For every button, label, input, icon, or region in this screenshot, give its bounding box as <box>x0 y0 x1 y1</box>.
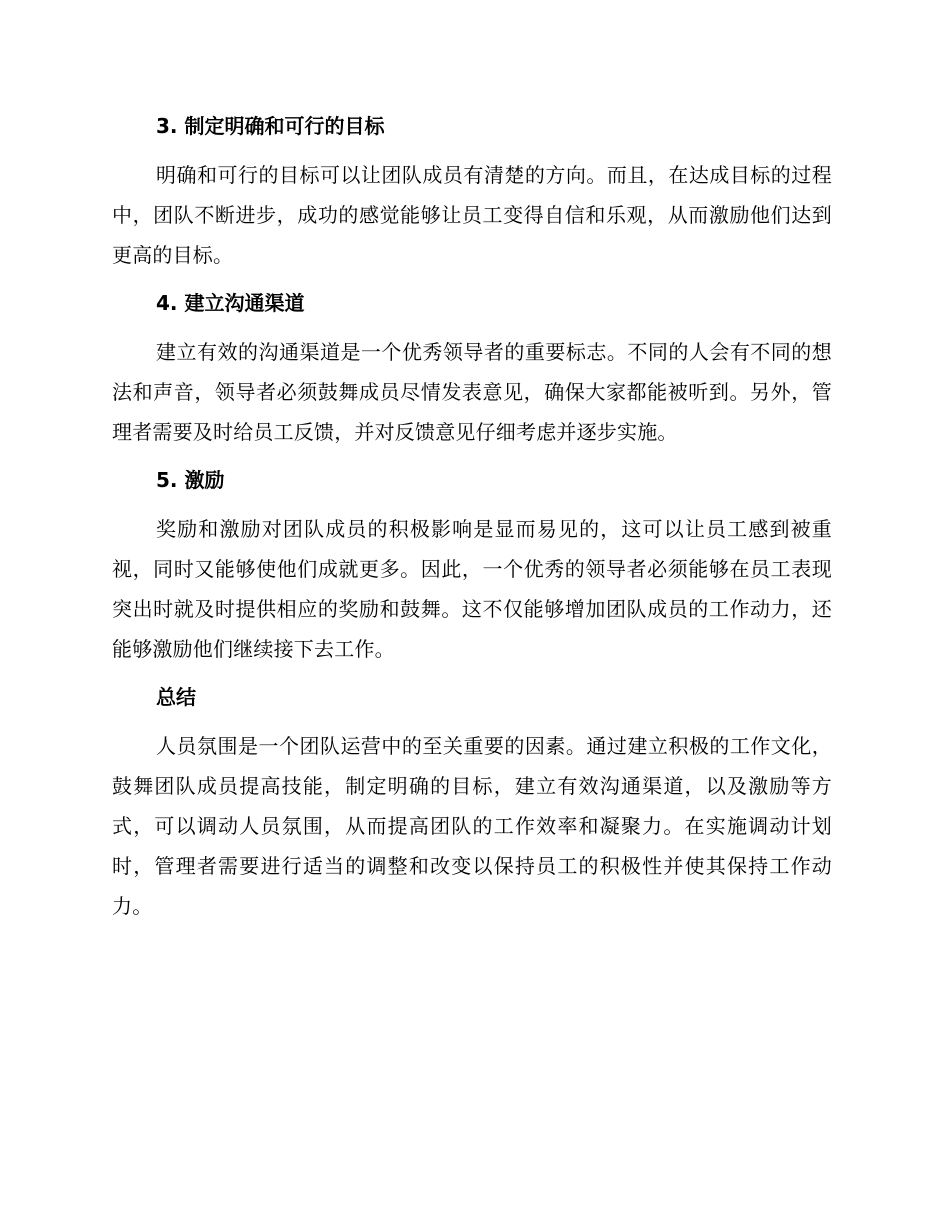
section-body-summary: 人员氛围是一个团队运营中的至关重要的因素。通过建立积极的工作文化，鼓舞团队成员提高技能，制定明确的目标，建立有效沟通渠道，以及激励等方式，可以调动人员氛围，从而提高团队的工作效率和凝聚力。在实施调动计划时，管理者需要进行适当的调整和改变以保持员工的积极性并使其保持工作动力。 <box>112 734 832 918</box>
section-heading-motivation: 5. 激励 <box>156 468 225 492</box>
document-page <box>112 108 832 936</box>
section-heading-summary: 总结 <box>156 685 196 709</box>
section-heading-goals: 3. 制定明确和可行的目标 <box>156 114 385 138</box>
section-heading-communication: 4. 建立沟通渠道 <box>156 291 305 315</box>
section-body-goals: 明确和可行的目标可以让团队成员有清楚的方向。而且，在达成目标的过程中，团队不断进步，成功的感觉能够让员工变得自信和乐观，从而激励他们达到更高的目标。 <box>112 163 832 267</box>
section-body-communication: 建立有效的沟通渠道是一个优秀领导者的重要标志。不同的人会有不同的想法和声音，领导者必须鼓舞成员尽情发表意见，确保大家都能被听到。另外，管理者需要及时给员工反馈，并对反馈意见仔细考虑并逐步实施。 <box>112 340 832 444</box>
section-body-motivation: 奖励和激励对团队成员的积极影响是显而易见的，这可以让员工感到被重视，同时又能够使他们成就更多。因此，一个优秀的领导者必须能够在员工表现突出时就及时提供相应的奖励和鼓舞。这不仅能够增加团队成员的工作动力，还能够激励他们继续接下去工作。 <box>112 517 832 661</box>
